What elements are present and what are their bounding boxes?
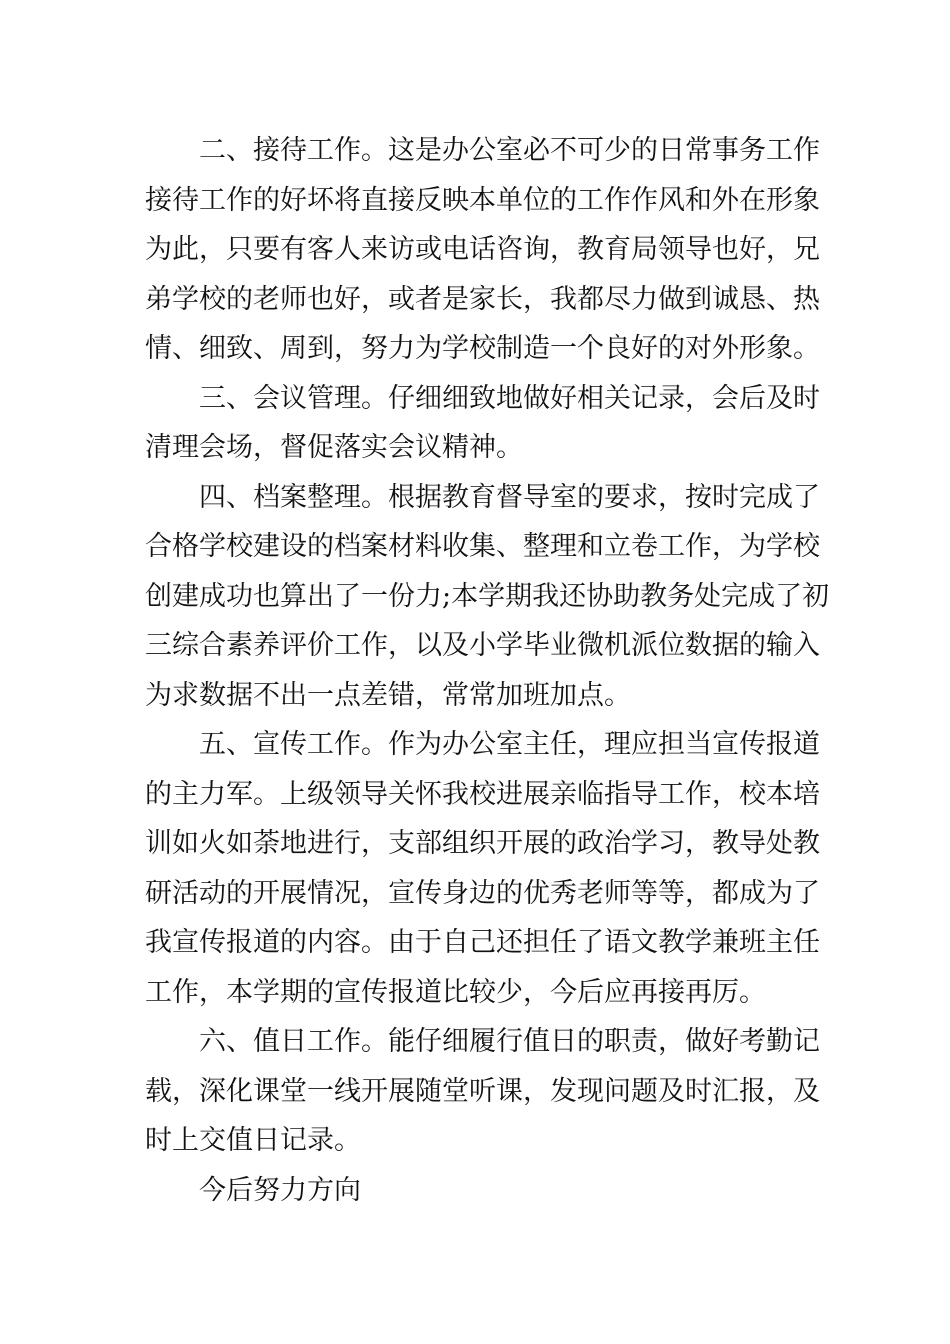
text-line: 三综合素养评价工作，以及小学毕业微机派位数据的输入 <box>145 630 820 661</box>
paragraph-duty <box>145 1017 820 1166</box>
text-line: 的主力军。上级领导关怀我校进展亲临指导工作，校本培 <box>145 778 820 810</box>
heading-line: 今后努力方向 <box>199 1174 361 1206</box>
text-line: 为求数据不出一点差错，常常加班加点。 <box>145 679 631 711</box>
text-line: 六、值日工作。能仔细履行值日的职责，做好考勤记 <box>199 1026 820 1057</box>
paragraph-publicity <box>145 720 820 1017</box>
text-line: 研活动的开展情况，宣传身边的优秀老师等等，都成为了 <box>145 877 820 909</box>
text-line: 二、接待工作。这是办公室必不可少的日常事务工作 <box>199 135 820 166</box>
text-line: 五、宣传工作。作为办公室主任，理应担当宣传报道 <box>199 729 820 760</box>
text-line: 载，深化课堂一线开展随堂听课，发现问题及时汇报，及 <box>145 1075 820 1107</box>
paragraph-archive <box>145 473 830 721</box>
text-line: 接待工作的好坏将直接反映本单位的工作作风和外在形象 <box>145 184 820 216</box>
text-line: 工作，本学期的宣传报道比较少，今后应再接再厉。 <box>145 976 766 1008</box>
text-line: 创建成功也算出了一份力;本学期我还协助教务处完成了初 <box>145 580 830 612</box>
text-line: 我宣传报道的内容。由于自己还担任了语文教学兼班主任 <box>145 927 820 958</box>
paragraph-reception <box>145 126 820 374</box>
text-line: 训如火如荼地进行，支部组织开展的政治学习，教导处教 <box>145 828 820 859</box>
section-heading <box>145 1166 810 1216</box>
text-line: 四、档案整理。根据教育督导室的要求，按时完成了 <box>199 481 820 513</box>
text-line: 清理会场，督促落实会议精神。 <box>145 432 523 463</box>
text-line: 合格学校建设的档案材料收集、整理和立卷工作，为学校 <box>145 531 820 562</box>
text-line: 时上交值日记录。 <box>145 1125 361 1156</box>
document-body <box>145 126 830 1215</box>
text-line: 弟学校的老师也好，或者是家长，我都尽力做到诚恳、热 <box>145 283 820 315</box>
text-line: 三、会议管理。仔细细致地做好相关记录，会后及时 <box>199 382 820 414</box>
text-line: 为此，只要有客人来访或电话咨询，教育局领导也好，兄 <box>145 234 820 265</box>
text-line: 情、细致、周到，努力为学校制造一个良好的对外形象。 <box>145 333 820 364</box>
paragraph-meeting <box>145 374 820 473</box>
